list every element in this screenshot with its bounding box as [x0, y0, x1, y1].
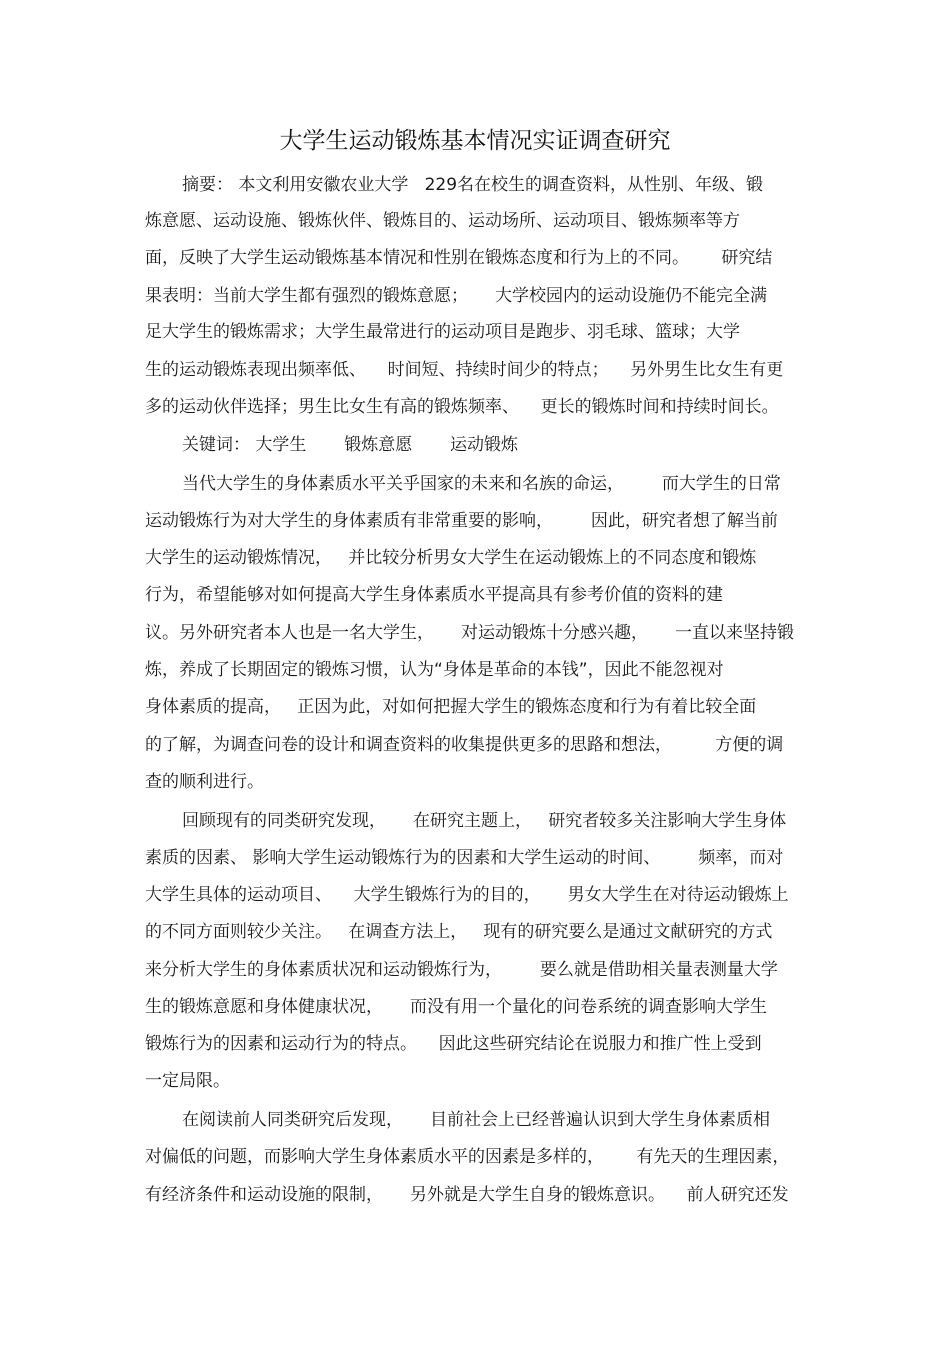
- body-line: 议。另外研究者本人也是一名大学生， 对运动锻炼十分感兴趣， 一直以来坚持锻: [145, 623, 795, 643]
- abstract-line: 多的运动伙伴选择；男生比女生有高的锻炼频率、 更长的锻炼时间和持续时间长。: [145, 397, 779, 417]
- body-line: 运动锻炼行为对大学生的身体素质有非常重要的影响， 因此，研究者想了解当前: [145, 511, 778, 531]
- body-line: 大学生的运动锻炼情况， 并比较分析男女大学生在运动锻炼上的不同态度和锻炼: [145, 548, 757, 568]
- body-line: 生的锻炼意愿和身体健康状况， 而没有用一个量化的问卷系统的调查影响大学生: [145, 997, 768, 1017]
- body-line: 炼，养成了长期固定的锻炼习惯，认为“身体是革命的本钱”，因此不能忽视对: [145, 660, 724, 680]
- body-line: 大学生具体的运动项目、 大学生锻炼行为的目的， 男女大学生在对待运动锻炼上: [145, 885, 789, 905]
- body-line: 回顾现有的同类研究发现， 在研究主题上， 研究者较多关注影响大学生身体: [182, 811, 787, 831]
- body-line: 在阅读前人同类研究后发现， 目前社会上已经普遍认识到大学生身体素质相: [182, 1110, 771, 1130]
- abstract-line: 摘要： 本文利用安徽农业大学 229名在校生的调查资料，从性别、年级、锻: [182, 175, 764, 195]
- body-line: 来分析大学生的身体素质状况和运动锻炼行为， 要么就是借助相关量表测量大学: [145, 960, 778, 980]
- body-line: 的不同方面则较少关注。 在调查方法上， 现有的研究要么是通过文献研究的方式: [145, 922, 773, 942]
- body-line: 查的顺利进行。: [145, 772, 264, 792]
- body-line: 素质的因素、 影响大学生运动锻炼行为的因素和大学生运动的时间、 频率，而对: [145, 848, 784, 868]
- body-line: 的了解，为调查问卷的设计和调查资料的收集提供更多的思路和想法， 方便的调: [145, 735, 784, 755]
- abstract-line: 面，反映了大学生运动锻炼基本情况和性别在锻炼态度和行为上的不同。 研究结: [145, 248, 773, 268]
- body-line: 锻炼行为的因素和运动行为的特点。 因此这些研究结论在说服力和推广性上受到: [145, 1034, 762, 1054]
- body-line: 行为，希望能够对如何提高大学生身体素质水平提高具有参考价值的资料的建: [145, 585, 723, 605]
- body-line: 当代大学生的身体素质水平关乎国家的未来和名族的命运， 而大学生的日常: [182, 474, 781, 494]
- body-line: 一定局限。: [145, 1071, 230, 1091]
- document-title: 大学生运动锻炼基本情况实证调查研究: [279, 128, 671, 154]
- keywords-line: 关键词： 大学生 锻炼意愿 运动锻炼: [182, 435, 519, 455]
- abstract-line: 生的运动锻炼表现出频率低、 时间短、持续时间少的特点； 另外男生比女生有更: [145, 360, 784, 380]
- body-line: 身体素质的提高， 正因为此，对如何把握大学生的锻炼态度和行为有着比较全面: [145, 697, 757, 717]
- body-line: 有经济条件和运动设施的限制， 另外就是大学生自身的锻炼意识。 前人研究还发: [145, 1185, 789, 1205]
- abstract-line: 足大学生的锻炼需求；大学生最常进行的运动项目是跑步、羽毛球、篮球；大学: [145, 322, 740, 342]
- abstract-line: 炼意愿、运动设施、锻炼伙伴、锻炼目的、运动场所、运动项目、锻炼频率等方: [145, 211, 740, 231]
- body-line: 对偏低的问题，而影响大学生身体素质水平的因素是多样的， 有先天的生理因素，: [145, 1147, 790, 1167]
- abstract-line: 果表明：当前大学生都有强烈的锻炼意愿； 大学校园内的运动设施仍不能完全满: [145, 286, 768, 306]
